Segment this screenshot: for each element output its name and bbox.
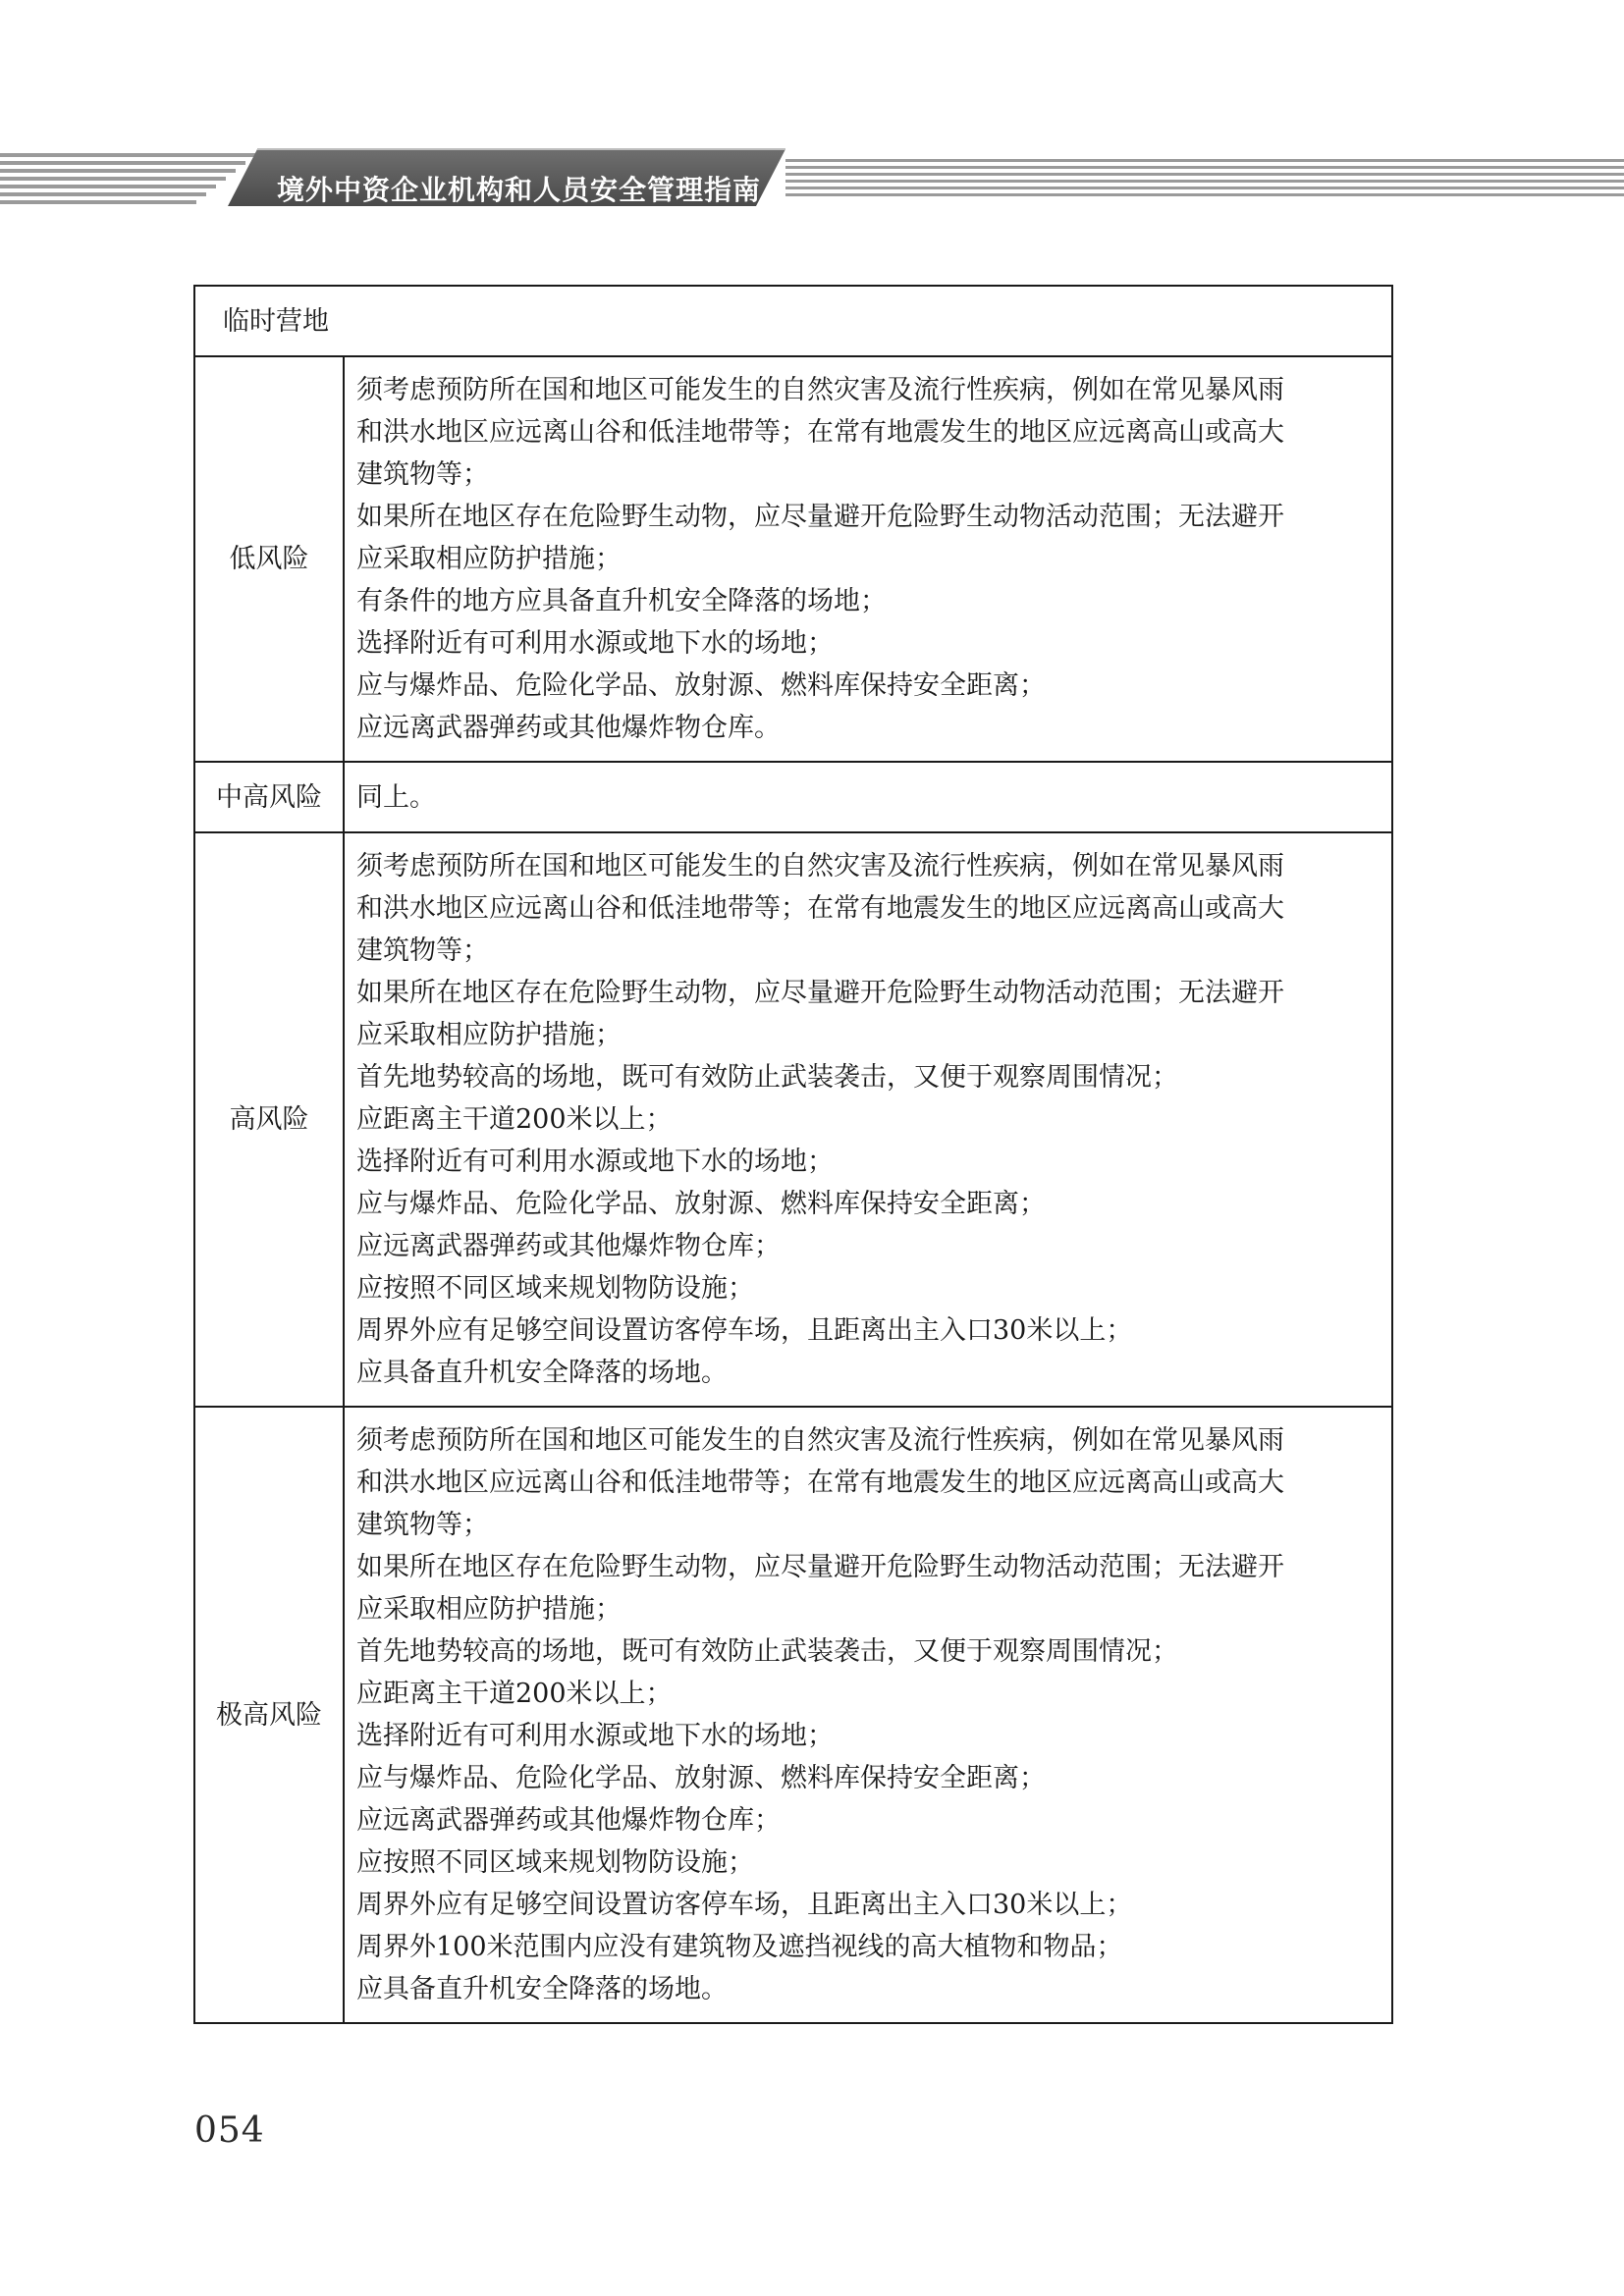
requirement-line: 应与爆炸品、危险化学品、放射源、燃料库保持安全距离； (356, 670, 1046, 701)
requirement-line: 和洪水地区应远离山谷和低洼地带等；在常有地震发生的地区应远离高山或高大 (356, 417, 1284, 448)
requirement-line: 应远离武器弹药或其他爆炸物仓库； (356, 1805, 781, 1836)
requirement-line: 应按照不同区域来规划物防设施； (356, 1273, 754, 1304)
requirement-line: 首先地势较高的场地，既可有效防止武装袭击，又便于观察周围情况； (356, 1062, 1178, 1093)
risk-requirements (344, 1407, 1392, 2023)
requirement-line: 应与爆炸品、危险化学品、放射源、燃料库保持安全距离； (356, 1763, 1046, 1793)
requirement-line: 首先地势较高的场地，既可有效防止武装袭击，又便于观察周围情况； (356, 1636, 1178, 1667)
requirement-line: 须考虑预防所在国和地区可能发生的自然灾害及流行性疾病，例如在常见暴风雨 (356, 375, 1284, 405)
requirement-line: 应采取相应防护措施； (356, 1594, 622, 1625)
requirement-line: 选择附近有可利用水源或地下水的场地； (356, 1147, 834, 1177)
risk-level-label: 中高风险 (194, 762, 344, 832)
requirement-line: 应采取相应防护措施； (356, 1020, 622, 1050)
requirement-line: 建筑物等； (356, 1510, 489, 1540)
table-row-extreme-risk (194, 1407, 1392, 2023)
requirement-line: 如果所在地区存在危险野生动物，应尽量避开危险野生动物活动范围；无法避开 (356, 978, 1284, 1008)
requirement-line: 选择附近有可利用水源或地下水的场地； (356, 628, 834, 659)
requirement-line: 和洪水地区应远离山谷和低洼地带等；在常有地震发生的地区应远离高山或高大 (356, 893, 1284, 924)
table-caption-row (194, 286, 1392, 356)
requirement-line: 应距离主干道200米以上； (356, 1679, 673, 1709)
camp-risk-table (193, 285, 1393, 2024)
risk-level-label: 极高风险 (194, 1407, 344, 2023)
risk-requirements (344, 356, 1392, 762)
requirement-line: 周界外应有足够空间设置访客停车场，且距离出主入口30米以上； (356, 1890, 1133, 1920)
header-stripes (0, 147, 1624, 208)
requirement-line: 应与爆炸品、危险化学品、放射源、燃料库保持安全距离； (356, 1189, 1046, 1219)
risk-level-label: 低风险 (194, 356, 344, 762)
requirement-line: 应具备直升机安全降落的场地。 (356, 1358, 728, 1388)
table-caption: 临时营地 (194, 286, 1392, 356)
risk-requirements (344, 762, 1392, 832)
requirement-line: 应采取相应防护措施； (356, 544, 622, 574)
requirement-line: 有条件的地方应具备直升机安全降落的场地； (356, 586, 887, 616)
requirement-line: 周界外应有足够空间设置访客停车场，且距离出主入口30米以上； (356, 1315, 1133, 1346)
requirement-line: 如果所在地区存在危险野生动物，应尽量避开危险野生动物活动范围；无法避开 (356, 502, 1284, 532)
header-title: 境外中资企业机构和人员安全管理指南 (277, 174, 762, 206)
table-row-high-risk (194, 832, 1392, 1407)
requirement-line: 同上。 (356, 781, 436, 813)
requirement-line: 选择附近有可利用水源或地下水的场地； (356, 1721, 834, 1751)
risk-requirements (344, 832, 1392, 1407)
requirement-line: 建筑物等； (356, 459, 489, 490)
requirement-line: 应远离武器弹药或其他爆炸物仓库。 (356, 713, 781, 743)
requirement-line: 和洪水地区应远离山谷和低洼地带等；在常有地震发生的地区应远离高山或高大 (356, 1468, 1284, 1498)
table-row-medium-high-risk (194, 762, 1392, 832)
requirement-line: 须考虑预防所在国和地区可能发生的自然灾害及流行性疾病，例如在常见暴风雨 (356, 851, 1284, 881)
page-number: 054 (194, 2110, 265, 2151)
requirement-line: 应距离主干道200米以上； (356, 1104, 673, 1135)
requirement-line: 应按照不同区域来规划物防设施； (356, 1847, 754, 1878)
table-row-low-risk (194, 356, 1392, 762)
requirement-line: 建筑物等； (356, 935, 489, 966)
header-banner (0, 147, 1624, 208)
risk-level-label: 高风险 (194, 832, 344, 1407)
requirement-line: 应远离武器弹药或其他爆炸物仓库； (356, 1231, 781, 1261)
requirement-line: 周界外100米范围内应没有建筑物及遮挡视线的高大植物和物品； (356, 1932, 1123, 1962)
requirement-line: 应具备直升机安全降落的场地。 (356, 1974, 728, 2004)
requirement-line: 如果所在地区存在危险野生动物，应尽量避开危险野生动物活动范围；无法避开 (356, 1552, 1284, 1582)
requirement-line: 须考虑预防所在国和地区可能发生的自然灾害及流行性疾病，例如在常见暴风雨 (356, 1425, 1284, 1456)
